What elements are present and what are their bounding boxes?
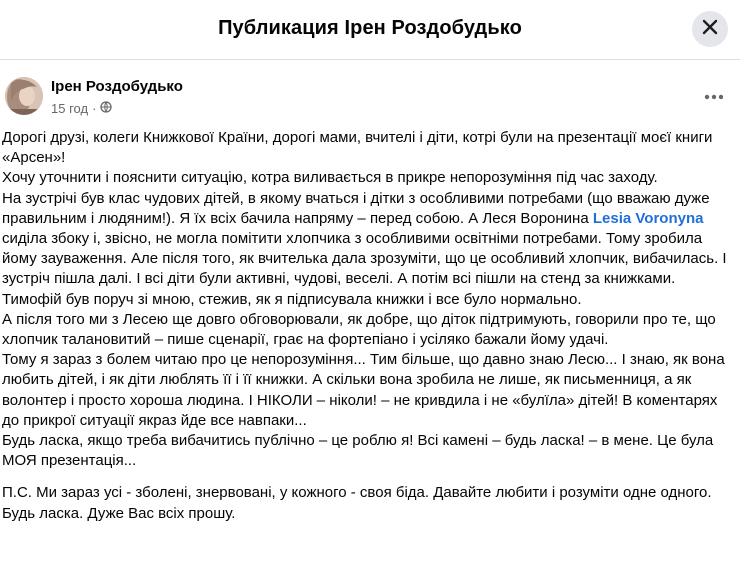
dialog-header	[0, 0, 740, 60]
post-time[interactable]: 15 год	[51, 101, 89, 116]
post-header	[0, 72, 740, 122]
close-button[interactable]	[692, 11, 728, 47]
post-paragraph	[2, 189, 732, 310]
paragraph-gap	[2, 471, 732, 483]
more-options-button[interactable]	[700, 82, 728, 110]
post-paragraph: Будь ласка, якщо треба вибачитись публічно – це роблю я! Всі камені – будь ласка! – в мене. Це була МОЯ презентація...	[2, 432, 714, 470]
meta-separator: ·	[92, 101, 97, 116]
post-paragraph: П.С. Ми зараз усі - зболені, знервовані, у кожного - своя біда. Давайте любити і розуміти одне одного. Будь ласка. Дуже Вас всіх прошу.	[2, 484, 712, 522]
mention-link[interactable]: Lesia Voronyna	[592, 209, 704, 227]
post-meta	[51, 101, 112, 116]
more-horizontal-icon	[704, 87, 724, 105]
author-name[interactable]: Ірен Роздобудько	[51, 78, 183, 95]
post-paragraph: А після того ми з Лесею ще довго обговорювали, як добре, що діток підтримують, говорили про те, що хлопчик талановитий – пише сценарії, грає на фортепіано і усіляко бажали йому удачі.	[2, 310, 716, 349]
paragraph-text: сиділа збоку і, звісно, не могла помітити хлопчика з особливими освітніми потребами. Тому зробила йому зауваження. Але після того, як вчителька дала зрозуміти, що це особливий хлопчик, вибачилась. І зустріч пішла далі. І всі діти були активні, чудові, веселі. А потім всі пішли на стенд за книжками. Тимофій був поруч зі мною, стежив, як я підписувала книжки і все було нормально.	[2, 230, 727, 308]
post-paragraph: Дорогі друзі, колеги Книжкової Країни, дорогі мами, вчителі і діти, котрі були на презентації моєї книги «Арсен»!	[2, 129, 713, 167]
close-icon	[700, 17, 720, 42]
avatar[interactable]	[5, 77, 43, 115]
paragraph-text: На зустрічі був клас чудових дітей, в якому вчаться і дітки з особливими потребами (що вважаю дуже правильним і людяним!). Я їх всіх бачила напряму – перед собою. А Леся Воронина	[2, 189, 710, 227]
post-paragraph: Хочу уточнити і пояснити ситуацію, котра виливається в прикре непорозуміння під час заходу.	[2, 169, 658, 187]
dialog-title: Публикация Ірен Роздобудько	[218, 17, 522, 39]
post-paragraph: Тому я зараз з болем читаю про це непорозуміння... Тим більше, що давно знаю Лесю... І знаю, як вона любить дітей, і як діти люблять її і її книжки. А скільки вона зробила не лише, як письменниця, а як волонтер і просто хороша людина. І НІКОЛИ – ніколи! – не кривдила і не «булїла» дітей! В коментарях до прикрої ситуації якраз йде все навпаки...	[2, 351, 725, 429]
post-text	[2, 128, 732, 524]
globe-icon	[100, 101, 112, 116]
